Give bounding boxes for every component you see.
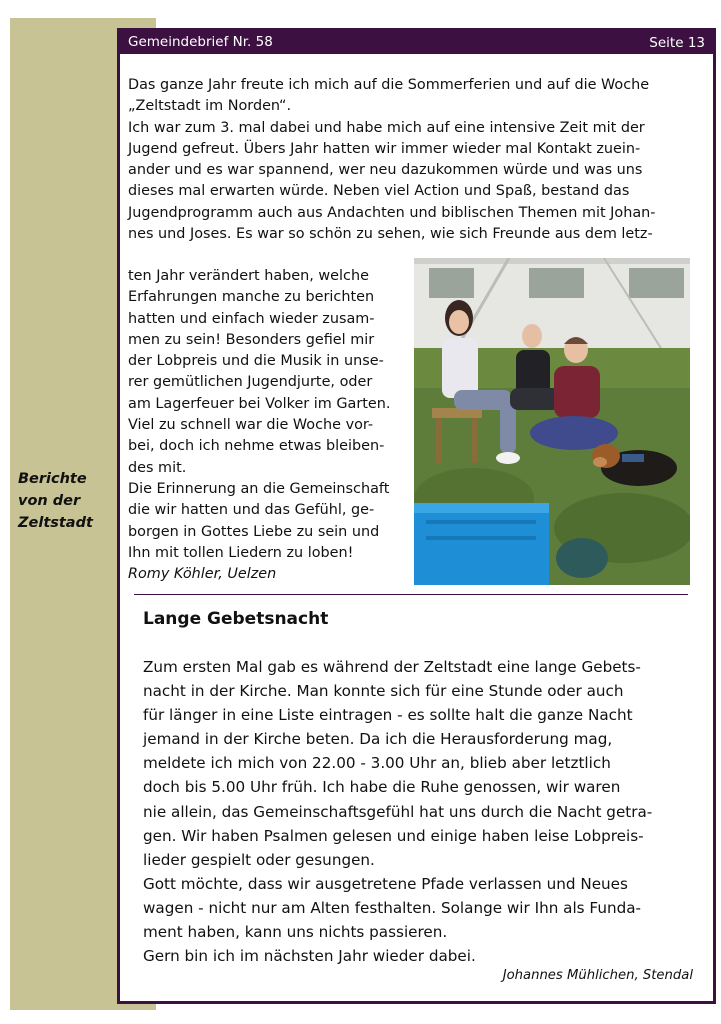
text-line: hatten und einfach wieder zusam-	[128, 310, 375, 327]
text-line: für länger in eine Liste eintragen - es sollte halt die ganze Nacht	[143, 706, 633, 725]
text-line: nie allein, das Gemeinschaftsgefühl hat uns durch die Nacht getra-	[143, 802, 653, 821]
text-line: dieses mal erwarten würde. Neben viel Action und Spaß, bestand das	[128, 183, 630, 200]
text-line: des mit.	[128, 459, 187, 476]
text-line: gen. Wir haben Psalmen gelesen und einige haben leise Lobpreis-	[143, 826, 644, 845]
text-line: men zu sein! Besonders gefiel mir	[128, 331, 375, 348]
article-heading: Lange Gebetsnacht	[143, 609, 329, 629]
text-line: der Lobpreis und die Musik in unse-	[128, 353, 384, 370]
text-line: Die Erinnerung an die Gemeinschaft	[128, 480, 390, 497]
text-line: ten Jahr verändert haben, welche	[128, 268, 369, 284]
text-line: meldete ich mich von 22.00 - 3.00 Uhr an, blieb aber letztlich	[143, 754, 611, 773]
text-line: „Zeltstadt im Norden“.	[128, 98, 292, 115]
section-title: Berichte von der Zeltstadt	[18, 471, 93, 531]
text-line: Ich war zum 3. mal dabei und habe mich auf eine intensive Zeit mit der	[128, 119, 645, 136]
text-line: nes und Joses. Es war so schön zu sehen, wie sich Freunde aus dem letz-	[128, 226, 653, 243]
text-line: doch bis 5.00 Uhr früh. Ich habe die Ruhe genossen, wir waren	[143, 778, 621, 797]
section-divider	[134, 594, 688, 595]
text-line: Zum ersten Mal gab es während der Zeltstadt eine lange Gebets-	[143, 658, 641, 676]
text-line: lieder gespielt oder gesungen.	[143, 850, 375, 869]
text-line: ander und es war spannend, wer neu dazukommen würde und was uns	[128, 162, 643, 179]
article-author: Romy Köhler, Uelzen	[128, 566, 277, 583]
text-line: am Lagerfeuer bei Volker im Garten.	[128, 395, 391, 412]
text-line: rer gemütlichen Jugendjurte, oder	[128, 374, 373, 391]
camp-photo	[414, 258, 690, 585]
text-line: jemand in der Kirche beten. Da ich die Herausforderung mag,	[143, 730, 613, 749]
text-line: Jugend gefreut. Übers Jahr hatten wir immer wieder mal Kontakt zuein-	[128, 140, 641, 157]
text-line: Gern bin ich im nächsten Jahr wieder dabei.	[143, 947, 476, 966]
article-intro	[128, 75, 704, 245]
article-wrapped-text	[128, 266, 418, 585]
text-line: wagen - nicht nur am Alten festhalten. Solange wir Ihn als Funda-	[143, 898, 641, 917]
text-line: nacht in der Kirche. Man konnte sich für eine Stunde oder auch	[143, 682, 624, 701]
text-line: Das ganze Jahr freute ich mich auf die Sommerferien und auf die Woche	[128, 77, 650, 93]
text-line: Jugendprogramm auch aus Andachten und biblischen Themen mit Johan-	[128, 204, 656, 221]
issue-label: Gemeindebrief Nr. 58	[128, 34, 273, 50]
text-line: Ihn mit tollen Liedern zu loben!	[128, 544, 354, 561]
text-line: Gott möchte, dass wir ausgetretene Pfade verlassen und Neues	[143, 874, 628, 893]
page-header	[120, 31, 713, 54]
article-body	[143, 655, 693, 968]
text-line: bei, doch ich nehme etwas bleiben-	[128, 438, 385, 455]
page-number: Seite 13	[649, 35, 705, 51]
page-frame	[117, 28, 716, 1004]
text-line: die wir hatten und das Gefühl, ge-	[128, 502, 375, 519]
text-line: ment haben, kann uns nichts passieren.	[143, 923, 448, 942]
text-line: Viel zu schnell war die Woche vor-	[128, 417, 374, 434]
text-line: Erfahrungen manche zu berichten	[128, 289, 375, 306]
article-author: Johannes Mühlichen, Stendal	[502, 968, 693, 983]
text-line: borgen in Gottes Liebe zu sein und	[128, 523, 380, 540]
